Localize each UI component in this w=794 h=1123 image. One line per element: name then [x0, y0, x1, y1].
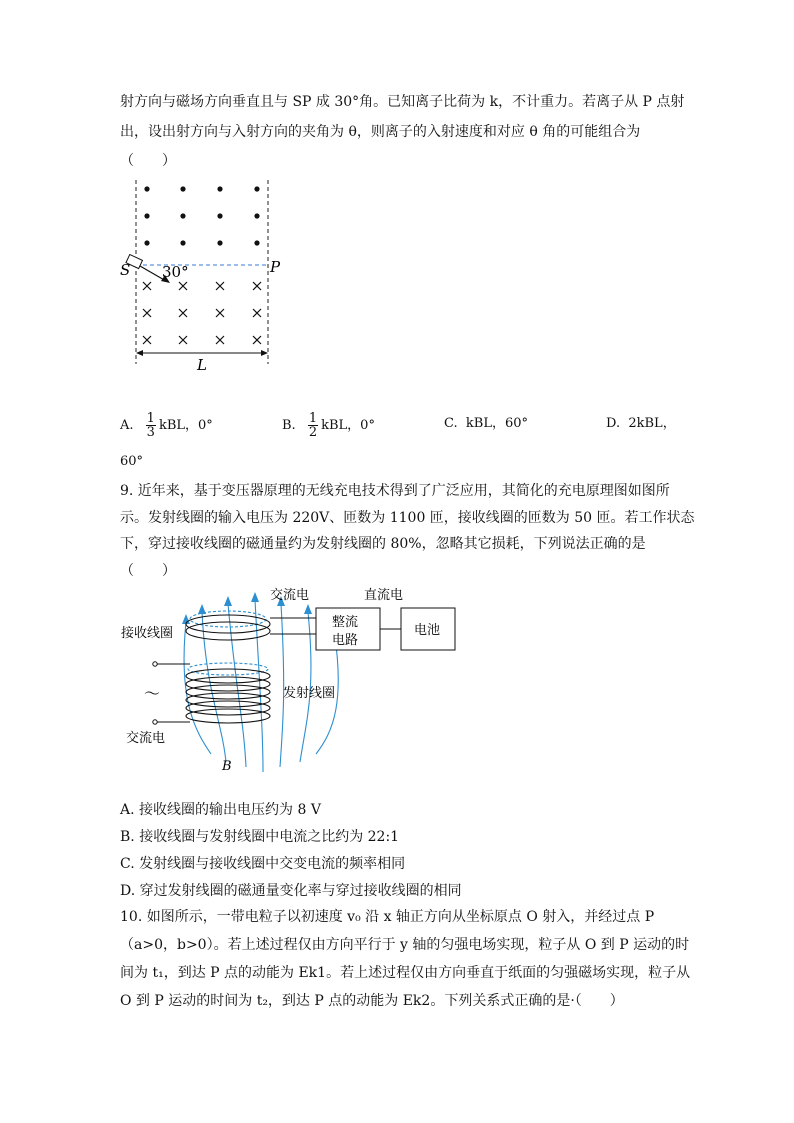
q9-answer-paren: （ ）: [120, 563, 176, 579]
q10-text-line-2: （a>0，b>0）。若上述过程仅由方向平行于 y 轴的匀强电场实现，粒子从 O 到 P 运动的时: [120, 937, 690, 953]
q10-text-line-4: O 到 P 运动的时间为 t₂，到达 P 点的动能为 Ek2。下列关系式正确的是·（ ）: [120, 993, 624, 1009]
transmitting-coil: [186, 663, 270, 723]
q8-answer-paren: （ ）: [120, 153, 176, 169]
q8-option-c: C. kBL，60°: [444, 416, 528, 431]
q9-text-line-2: 示。发射线圈的输入电压为 220V、匝数为 1100 匝，接收线圈的匝数为 50 匝。若工作状态: [120, 510, 695, 526]
label-receive-coil: 接收线圈: [121, 626, 174, 641]
label-battery: 电池: [414, 623, 441, 638]
label-b-field: B: [222, 759, 232, 774]
q9-option-b: B. 接收线圈与发射线圈中电流之比约为 22:1: [120, 829, 400, 845]
q8-option-a: A. $\frac{1}{3}$ kBL，0°: [120, 411, 213, 440]
q9-option-a: A. 接收线圈的输出电压约为 8 V: [120, 802, 321, 818]
label-s: S: [120, 261, 131, 279]
label-ac-top: 交流电: [270, 588, 310, 603]
label-ac-bottom: 交流电: [126, 731, 166, 746]
label-l: L: [197, 356, 207, 374]
q9-option-d: D. 穿过发射线圈的磁通量变化率与穿过接收线圈的相同: [120, 883, 462, 899]
q10-text-line-1: 10. 如图所示，一带电粒子以初速度 v₀ 沿 x 轴正方向从坐标原点 O 射入，并经过点 P: [120, 909, 655, 925]
label-transmit-coil: 发射线圈: [283, 686, 336, 701]
q8-option-b: B. $\frac{1}{2}$ kBL，0°: [282, 411, 375, 440]
label-dc-top: 直流电: [364, 588, 404, 603]
q9-text-line-1: 9. 近年来，基于变压器原理的无线充电技术得到了广泛应用，其简化的充电原理图如图所: [120, 483, 670, 499]
label-ac-symbol: ～: [144, 684, 161, 703]
q8-option-d: D. 2kBL，: [606, 416, 676, 431]
q8-text-line-1: 射方向与磁场方向垂直且与 SP 成 30°角。已知离子比荷为 k，不计重力。若离子从 P 点射: [120, 94, 685, 110]
field-in-crosses: [143, 282, 261, 344]
label-rectifier-1: 整流: [332, 615, 359, 630]
terminal-top: [153, 662, 157, 666]
q9-option-c: C. 发射线圈与接收线圈中交变电流的频率相同: [120, 856, 406, 872]
q9-text-line-3: 下，穿过接收线圈的磁通量约为发射线圈的 80%，忽略其它损耗，下列说法正确的是: [120, 536, 646, 552]
q9-wireless-charging-figure: [118, 582, 468, 777]
terminal-bottom: [153, 720, 157, 724]
field-arrow-heads: [182, 592, 337, 626]
label-p: P: [270, 258, 281, 276]
q8-text-line-2: 出，设出射方向与入射方向的夹角为 θ，则离子的入射速度和对应 θ 角的可能组合为: [120, 124, 641, 140]
q10-text-line-3: 间为 t₁，到达 P 点的动能为 Ek1。若上述过程仅由方向垂直于纸面的匀强磁场实现，粒子从: [120, 965, 691, 981]
q8-option-d-wrap: 60°: [120, 454, 144, 469]
label-rectifier-2: 电路: [332, 633, 359, 648]
field-out-dots: [144, 186, 259, 245]
q8-magnetic-field-figure: [110, 172, 290, 377]
label-angle: 30°: [162, 263, 189, 281]
